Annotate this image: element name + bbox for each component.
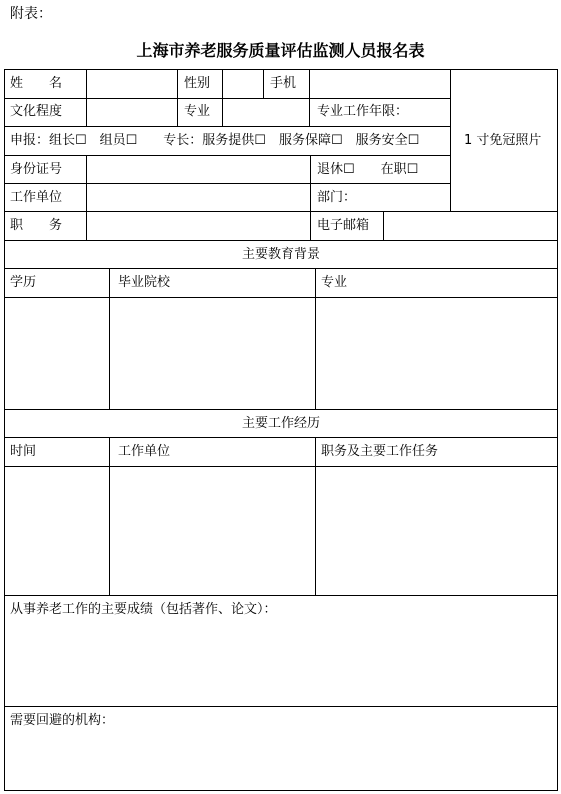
id-number-field[interactable]: [87, 156, 310, 183]
employment-status-checkboxes[interactable]: 退休☐ 在职☐: [317, 162, 419, 177]
department-label: 部门：: [317, 190, 357, 205]
work-col-time: 时间: [10, 444, 37, 459]
major-field[interactable]: [223, 99, 309, 126]
workplace-field[interactable]: [87, 184, 310, 211]
apply-role-checkboxes[interactable]: 申报：组长☐ 组员☐ 专长：服务提供☐ 服务保障☐ 服务安全☐: [10, 133, 420, 148]
avoid-institutions-field[interactable]: [5, 731, 557, 790]
email-label: 电子邮箱: [317, 218, 370, 233]
work-years-label: 专业工作年限：: [317, 104, 409, 119]
position-label: 职 务: [10, 218, 63, 233]
avoid-institutions-label: 需要回避的机构：: [10, 713, 115, 728]
workplace-label: 工作单位: [10, 190, 63, 205]
id-number-label: 身份证号: [10, 162, 63, 177]
form-title: 上海市养老服务质量评估监测人员报名表: [136, 41, 425, 60]
phone-field[interactable]: [310, 70, 450, 98]
education-col-major: 专业: [321, 275, 348, 290]
name-field[interactable]: [87, 70, 177, 98]
appendix-label: 附表：: [10, 6, 52, 22]
achievements-field[interactable]: [5, 620, 557, 706]
major-label: 专业: [184, 104, 211, 119]
education-entries-area[interactable]: [5, 298, 557, 409]
gender-label: 性别: [184, 76, 211, 91]
email-field[interactable]: [384, 212, 557, 240]
education-col-degree: 学历: [10, 275, 37, 290]
position-field[interactable]: [87, 212, 310, 240]
work-col-duties: 职务及主要工作任务: [321, 444, 439, 459]
gender-field[interactable]: [223, 70, 263, 98]
work-col-unit: 工作单位: [118, 444, 171, 459]
education-section-title: 主要教育背景: [241, 247, 320, 262]
achievements-label: 从事养老工作的主要成绩（包括著作、论文）：: [10, 602, 277, 617]
phone-label: 手机: [270, 76, 297, 91]
education-level-label: 文化程度: [10, 104, 63, 119]
education-col-school: 毕业院校: [118, 275, 171, 290]
name-label: 姓 名: [10, 76, 63, 91]
education-level-field[interactable]: [87, 99, 177, 126]
work-entries-area[interactable]: [5, 467, 557, 595]
photo-placeholder: 1 寸免冠照片: [464, 133, 542, 148]
work-section-title: 主要工作经历: [241, 416, 320, 431]
